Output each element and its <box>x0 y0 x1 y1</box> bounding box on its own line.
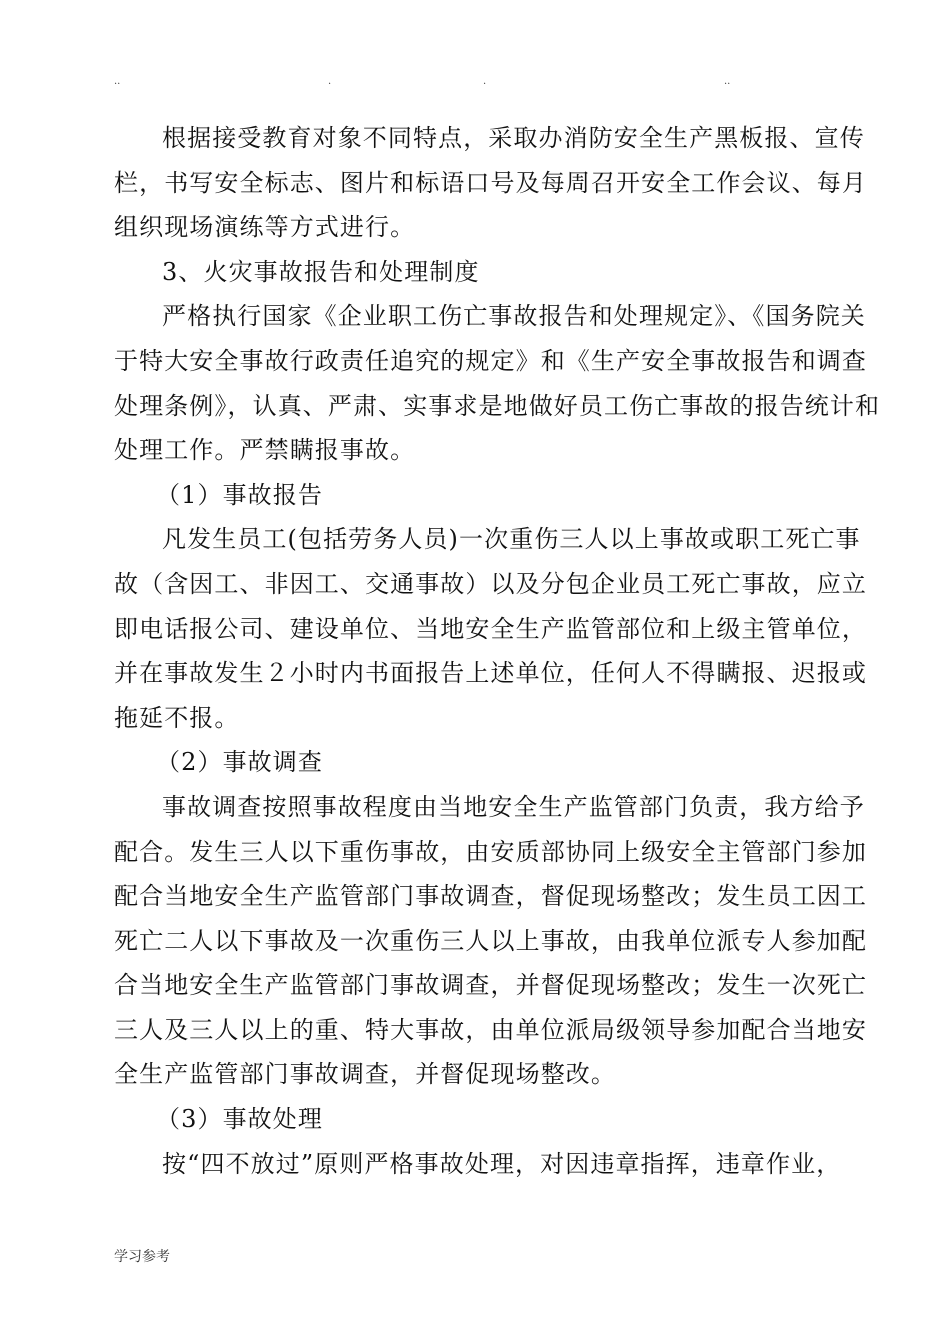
body-line: 栏，书写安全标志、图片和标语口号及每周召开安全工作会议、每月 <box>114 168 867 197</box>
header-mark: . <box>328 76 332 87</box>
body-line: 全生产监管部门事故调查，并督促现场整改。 <box>114 1060 616 1089</box>
body-line: 配合。发生三人以下重伤事故，由安质部协同上级安全主管部门参加 <box>114 837 867 866</box>
body-line: 三人及三人以上的重、特大事故，由单位派局级领导参加配合当地安 <box>114 1015 867 1044</box>
body-line: 即电话报公司、建设单位、当地安全生产监管部位和上级主管单位， <box>114 614 867 643</box>
body-line: 并在事故发生２小时内书面报告上述单位，任何人不得瞒报、迟报或 <box>114 659 867 688</box>
subsection-heading: （3）事故处理 <box>156 1105 323 1134</box>
body-line: 严格执行国家《企业职工伤亡事故报告和处理规定》、《国务院关 <box>162 302 866 331</box>
body-line: 处理条例》，认真、严肃、实事求是地做好员工伤亡事故的报告统计和 <box>114 391 881 420</box>
header-mark: .. <box>114 76 121 87</box>
section-heading: 3、火灾事故报告和处理制度 <box>162 257 480 286</box>
body-line: 配合当地安全生产监管部门事故调查，督促现场整改；发生员工因工 <box>114 882 867 911</box>
header-mark: . <box>483 76 487 87</box>
body-line: 合当地安全生产监管部门事故调查，并督促现场整改；发生一次死亡 <box>114 971 867 1000</box>
body-line: 处理工作。严禁瞒报事故。 <box>114 436 416 465</box>
page-footer: 学习参考 <box>114 1249 170 1265</box>
body-line: 组织现场演练等方式进行。 <box>114 213 416 242</box>
body-line: 事故调查按照事故程度由当地安全生产监管部门负责，我方给予 <box>162 792 865 821</box>
document-body <box>114 116 881 1186</box>
body-line: 凡发生员工(包括劳务人员)一次重伤三人以上事故或职工死亡事 <box>162 525 861 554</box>
header-mark: .. <box>724 76 731 87</box>
body-line: 根据接受教育对象不同特点，采取办消防安全生产黑板报、宣传 <box>162 124 865 152</box>
body-line: 故（含因工、非因工、交通事故）以及分包企业员工死亡事故，应立 <box>114 569 867 598</box>
body-line: 死亡二人以下事故及一次重伤三人以上事故，由我单位派专人参加配 <box>114 926 867 955</box>
subsection-heading: （2）事故调查 <box>156 748 323 777</box>
body-line: 于特大安全事故行政责任追究的规定》和《生产安全事故报告和调查 <box>114 346 867 375</box>
subsection-heading: （1）事故报告 <box>156 480 323 509</box>
body-line: 按“四不放过”原则严格事故处理，对因违章指挥，违章作业， <box>162 1149 842 1178</box>
page-header-marks <box>0 76 950 88</box>
body-line: 拖延不报。 <box>114 703 240 732</box>
